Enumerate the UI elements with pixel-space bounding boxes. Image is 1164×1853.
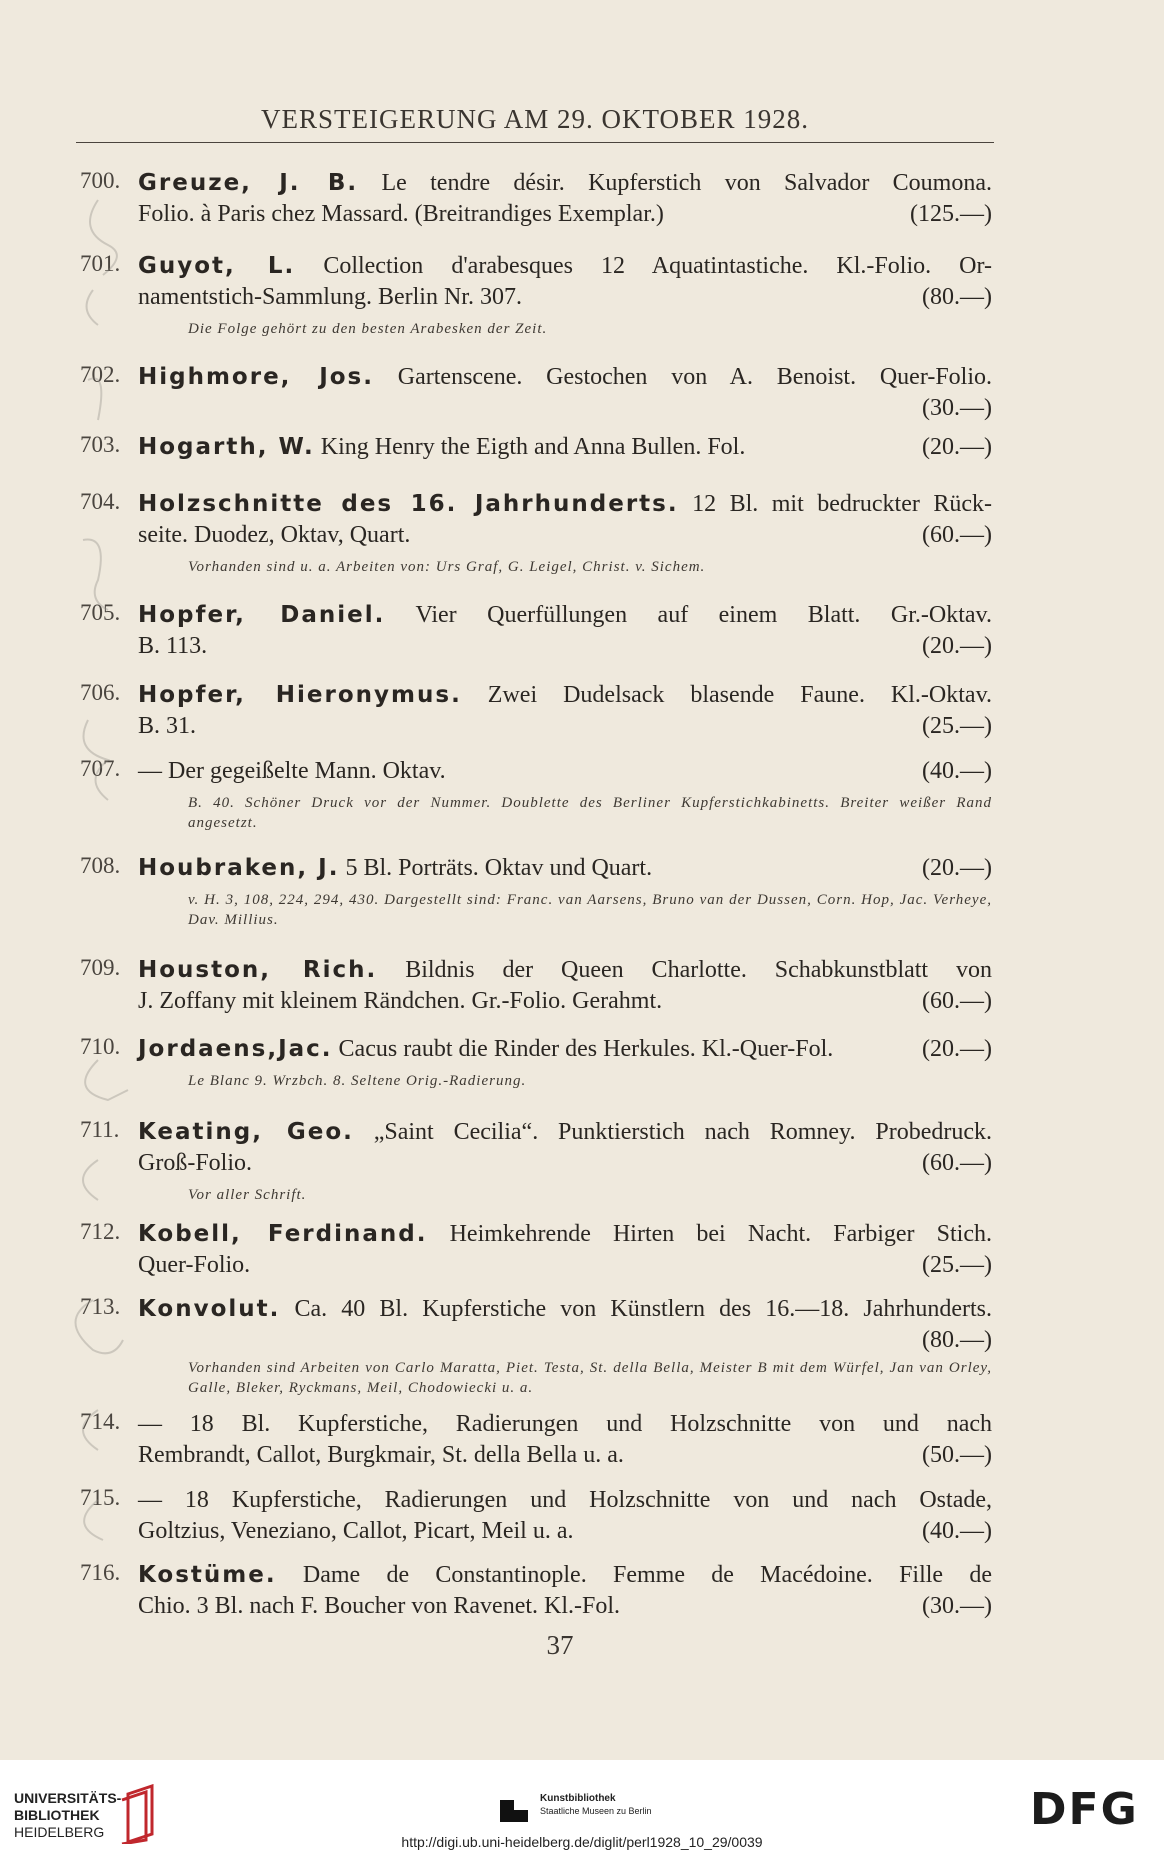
entry-artist: Hopfer, Daniel. (138, 602, 386, 628)
entry-body (138, 1294, 992, 1356)
entry-number: 705. (80, 600, 121, 625)
dfg-logo: DFG (1030, 1784, 1139, 1835)
entry-artist: Highmore, Jos. (138, 364, 374, 390)
entry-artist: Hogarth, W. (138, 434, 315, 460)
entry-text: — 18 Kupferstiche, Radierungen und Holzschnitte von und nach Ostade, (138, 1487, 992, 1513)
entry-price: (30.—) (922, 1593, 992, 1619)
entry-number: 704. (80, 489, 121, 514)
entry-price: (40.—) (922, 1518, 992, 1544)
catalog-entry-706 (80, 680, 992, 742)
entry-price: (40.—) (922, 758, 992, 784)
entry-text: Ca. 40 Bl. Kupferstiche von Künstlern des 16.—18. Jahrhunderts. (294, 1296, 992, 1322)
entry-body (138, 600, 992, 662)
catalog-entry-711 (80, 1117, 992, 1205)
catalog-entry-700 (80, 168, 992, 230)
catalog-entry-716 (80, 1560, 992, 1622)
entry-body (138, 680, 992, 742)
entry-artist: Hopfer, Hieronymus. (138, 682, 462, 708)
entry-note: Le Blanc 9. Wrzbch. 8. Seltene Orig.-Radierung. (188, 1073, 527, 1089)
page-number: 37 (546, 1630, 574, 1660)
entry-artist: Kobell, Ferdinand. (138, 1221, 428, 1247)
entry-number: 706. (80, 680, 121, 705)
entry-body (138, 1117, 992, 1179)
ub-line: UNIVERSITÄTS- (14, 1790, 122, 1806)
entry-number: 712. (80, 1219, 121, 1244)
entry-text: 12 Bl. mit bedruckter Rück- (692, 491, 992, 517)
entry-price: (50.—) (922, 1442, 992, 1468)
entry-note: v. H. 3, 108, 224, 294, 430. Dargestellt sind: Franc. van Aarsens, Bruno van der Dussen, Corn. Hop, Jac. Verheye, Dav. Millius. (188, 892, 992, 928)
entry-artist: Holzschnitte des 16. Jahrhunderts. (138, 491, 679, 517)
ub-line: BIBLIOTHEK (14, 1807, 100, 1823)
kunstbibliothek-logo-icon (496, 1794, 532, 1824)
entry-price: (60.—) (922, 1150, 992, 1176)
catalog-entry-708 (80, 853, 992, 930)
entry-text: Groß-Folio. (138, 1150, 252, 1176)
entry-body (138, 489, 992, 551)
entry-body (138, 1560, 992, 1622)
entry-note: Vor aller Schrift. (188, 1187, 307, 1203)
entry-price: (60.—) (922, 522, 992, 548)
pencil-marginalia (58, 180, 158, 1580)
entry-number: 707. (80, 756, 121, 781)
catalog-entry-710 (80, 1034, 992, 1091)
entry-body (138, 756, 992, 787)
kb-line: Staatliche Museen zu Berlin (540, 1806, 652, 1816)
entry-text: Rembrandt, Callot, Burgkmair, St. della Bella u. a. (138, 1442, 624, 1468)
entry-price: (20.—) (922, 1036, 992, 1062)
catalog-entry-702 (80, 362, 992, 424)
entry-artist: Jordaens,Jac. (138, 1036, 333, 1062)
entry-price: (25.—) (922, 713, 992, 739)
entry-text: King Henry the Eigth and Anna Bullen. Fol. (320, 434, 746, 460)
entry-note: Vorhanden sind Arbeiten von Carlo Maratta, Piet. Testa, St. della Bella, Meister B mit dem Würfel, Jan van Orley, Galle, Bleker, Ryckmans, Meil, Chodowiecki u. a. (188, 1360, 992, 1396)
catalog-entry-705 (80, 600, 992, 662)
entry-artist: Houbraken, J. (138, 855, 340, 881)
catalog-entry-715 (80, 1485, 992, 1547)
page-header: VERSTEIGERUNG AM 29. OKTOBER 1928. (260, 104, 809, 134)
entry-text: Collection d'arabesques 12 Aquatintastiche. Kl.-Folio. Or- (323, 253, 993, 279)
entry-text: B. 113. (138, 633, 208, 659)
kunstbibliothek-label (540, 1792, 652, 1817)
entry-text: namentstich-Sammlung. Berlin Nr. 307. (138, 284, 522, 310)
entry-number: 714. (80, 1409, 121, 1434)
entry-artist: Konvolut. (138, 1296, 281, 1322)
entry-body (138, 955, 992, 1017)
entry-body (138, 1219, 992, 1281)
catalog-entry-703 (80, 432, 992, 463)
entry-text: Quer-Folio. (138, 1252, 251, 1278)
ub-line: HEIDELBERG (14, 1824, 105, 1840)
entry-price: (25.—) (922, 1252, 992, 1278)
entry-number: 715. (80, 1485, 121, 1510)
entry-body (138, 1409, 992, 1471)
entry-note: B. 40. Schöner Druck vor der Nummer. Doublette des Berliner Kupferstichkabinetts. Breiter weißer Rand angesetzt. (188, 795, 992, 831)
entry-price: (125.—) (910, 201, 992, 227)
catalog-entry-704 (80, 489, 992, 577)
entry-text: Le tendre désir. Kupferstich von Salvador Coumona. (381, 170, 992, 196)
entry-artist: Greuze, J. B. (138, 170, 359, 196)
entry-price: (20.—) (922, 633, 992, 659)
entry-price: (20.—) (922, 434, 992, 460)
entry-text: J. Zoffany mit kleinem Rändchen. Gr.-Folio. Gerahmt. (138, 988, 663, 1014)
entry-number: 701. (80, 251, 121, 276)
entry-text: Folio. à Paris chez Massard. (Breitrandiges Exemplar.) (138, 201, 664, 227)
entry-text: Bildnis der Queen Charlotte. Schabkunstblatt von (405, 957, 993, 983)
entry-text: — 18 Bl. Kupferstiche, Radierungen und Holzschnitte von und nach (138, 1411, 992, 1437)
entry-body (138, 362, 992, 424)
entry-note: Vorhanden sind u. a. Arbeiten von: Urs Graf, G. Leigel, Christ. v. Sichem. (188, 559, 706, 575)
source-url[interactable]: http://digi.ub.uni-heidelberg.de/diglit/perl1928_10_29/0039 (401, 1834, 763, 1850)
entry-artist: Guyot, L. (138, 253, 296, 279)
catalog-entry-712 (80, 1219, 992, 1281)
entry-body (138, 1485, 992, 1547)
entry-number: 716. (80, 1560, 121, 1585)
entry-text: Heimkehrende Hirten bei Nacht. Farbiger Stich. (449, 1221, 992, 1247)
entry-artist: Kostüme. (138, 1562, 277, 1588)
entry-text: Vier Querfüllungen auf einem Blatt. Gr.-Oktav. (415, 602, 992, 628)
header-rule (76, 142, 994, 143)
entry-number: 710. (80, 1034, 121, 1059)
entry-number: 713. (80, 1294, 121, 1319)
entry-note: Die Folge gehört zu den besten Arabesken der Zeit. (188, 321, 548, 337)
entry-text: Goltzius, Veneziano, Callot, Picart, Meil u. a. (138, 1518, 574, 1544)
entry-body (138, 853, 992, 884)
entry-text: Zwei Dudelsack blasende Faune. Kl.-Oktav. (487, 682, 993, 708)
entry-text: — Der gegeißelte Mann. Oktav. (138, 758, 446, 784)
entry-number: 709. (80, 955, 121, 980)
catalog-entry-701 (80, 251, 992, 339)
entry-price: (80.—) (922, 1327, 992, 1353)
entry-text: seite. Duodez, Oktav, Quart. (138, 522, 411, 548)
entry-number: 708. (80, 853, 121, 878)
entry-number: 703. (80, 432, 121, 457)
entry-body (138, 168, 992, 230)
catalog-entry-707 (80, 756, 992, 833)
catalog-entry-713 (80, 1294, 992, 1398)
entry-body (138, 1034, 992, 1065)
entry-artist: Houston, Rich. (138, 957, 378, 983)
entry-text: „Saint Cecilia“. Punktierstich nach Romney. Probedruck. (373, 1119, 992, 1145)
entry-text: Chio. 3 Bl. nach F. Boucher von Ravenet. Kl.-Fol. (138, 1593, 621, 1619)
entry-price: (30.—) (922, 395, 992, 421)
entry-text: Cacus raubt die Rinder des Herkules. Kl.-Quer-Fol. (338, 1036, 834, 1062)
entry-number: 702. (80, 362, 121, 387)
entry-text: Gartenscene. Gestochen von A. Benoist. Quer-Folio. (397, 364, 993, 390)
kb-line: Kunstbibliothek (540, 1793, 616, 1804)
entry-price: (80.—) (922, 284, 992, 310)
entry-price: (20.—) (922, 855, 992, 881)
entry-number: 711. (80, 1117, 120, 1142)
entry-text: 5 Bl. Porträts. Oktav und Quart. (345, 855, 653, 881)
entry-body (138, 251, 992, 313)
entry-artist: Keating, Geo. (138, 1119, 354, 1145)
entry-text: Dame de Constantinople. Femme de Macédoine. Fille de (302, 1562, 992, 1588)
entry-price: (60.—) (922, 988, 992, 1014)
entry-text: B. 31. (138, 713, 197, 739)
catalog-entry-714 (80, 1409, 992, 1471)
entry-number: 700. (80, 168, 121, 193)
catalog-entry-709 (80, 955, 992, 1017)
entry-body (138, 432, 992, 463)
